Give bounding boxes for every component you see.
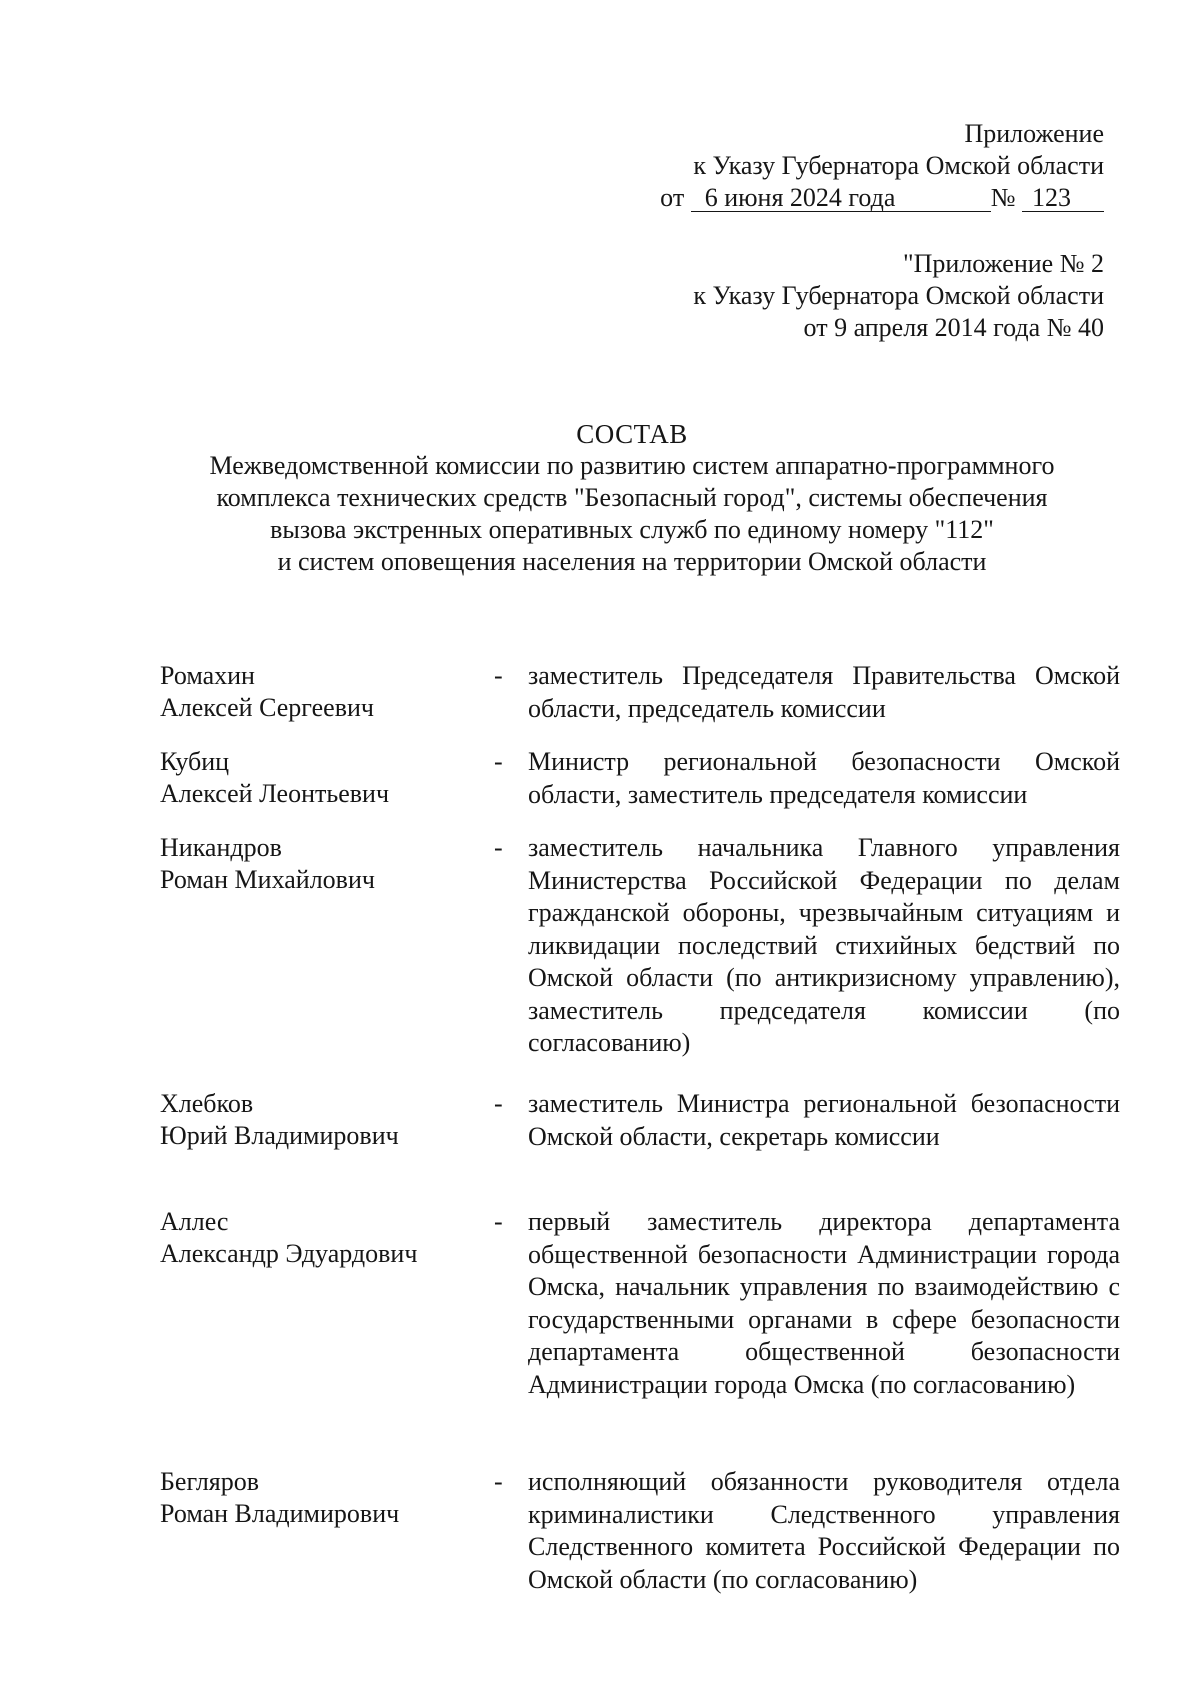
from-label: от xyxy=(660,183,685,212)
member-dash: - xyxy=(494,1207,503,1236)
member-role: Министр региональной безопасности Омской области, заместитель председателя комиссии xyxy=(528,747,1120,809)
member-surname: Кубиц xyxy=(160,747,230,776)
member-dash: - xyxy=(494,1089,503,1118)
member-role: первый заместитель директора департамента общественной безопасности Администрации города Омска, начальник управления по взаимодействию с государственными органами в сфере безопасности департамента общественной безопасности Администрации города Омска (по согласованию) xyxy=(528,1207,1120,1399)
member-name xyxy=(160,1466,490,1530)
appendix-title: Приложение xyxy=(964,119,1104,148)
member-role: исполняющий обязанности руководителя отдела криминалистики Следственного управления Следственного комитета Российской Федерации по Омской области (по согласованию) xyxy=(528,1467,1120,1594)
reference-header xyxy=(693,248,1104,344)
member-name xyxy=(160,1088,490,1152)
member-name xyxy=(160,1206,490,1270)
member-name xyxy=(160,746,490,810)
member-given-names: Роман Владимирович xyxy=(160,1499,400,1528)
member-given-names: Юрий Владимирович xyxy=(160,1121,399,1150)
subtitle-line: Межведомственной комиссии по развитию систем аппаратно-программного xyxy=(209,451,1055,480)
subtitle-line: комплекса технических средств "Безопасный город", системы обеспечения xyxy=(216,483,1048,512)
document-title-block xyxy=(0,418,1200,578)
member-dash: - xyxy=(494,833,503,862)
member-surname: Бегляров xyxy=(160,1467,260,1496)
member-dash: - xyxy=(494,1467,503,1496)
member-given-names: Алексей Сергеевич xyxy=(160,693,374,722)
member-dash: - xyxy=(494,661,503,690)
member-surname: Никандров xyxy=(160,833,282,862)
appendix-decree-line: к Указу Губернатора Омской области xyxy=(693,151,1104,180)
member-role: заместитель начальника Главного управления Министерства Российской Федерации по делам гражданской обороны, чрезвычайным ситуациям и ликвидации последствий стихийных бедствий по Омской области (по антикризисному управлению), заместитель председателя комиссии (по согласованию) xyxy=(528,833,1120,1057)
member-given-names: Алексей Леонтьевич xyxy=(160,779,390,808)
member-name xyxy=(160,660,490,724)
member-surname: Хлебков xyxy=(160,1089,254,1118)
member-surname: Ромахин xyxy=(160,661,255,690)
reference-title: "Приложение № 2 xyxy=(903,249,1104,278)
member-dash: - xyxy=(494,747,503,776)
document-title: СОСТАВ xyxy=(576,419,688,449)
reference-date-line: от 9 апреля 2014 года № 40 xyxy=(803,313,1104,342)
member-role: заместитель Председателя Правительства Омской области, председатель комиссии xyxy=(528,661,1120,723)
reference-decree-line: к Указу Губернатора Омской области xyxy=(693,281,1104,310)
member-given-names: Роман Михайлович xyxy=(160,865,375,894)
member-surname: Аллес xyxy=(160,1207,229,1236)
subtitle-line: и систем оповещения населения на территории Омской области xyxy=(277,547,987,576)
subtitle-line: вызова экстренных оперативных служб по единому номеру "112" xyxy=(270,515,994,544)
member-role: заместитель Министра региональной безопасности Омской области, секретарь комиссии xyxy=(528,1089,1120,1151)
appendix-date-line xyxy=(660,182,1104,214)
decree-date: 6 июня 2024 года xyxy=(691,185,991,212)
member-name xyxy=(160,832,490,896)
member-given-names: Александр Эдуардович xyxy=(160,1239,418,1268)
appendix-header xyxy=(660,118,1104,214)
number-label: № xyxy=(990,183,1016,212)
decree-number: 123 xyxy=(1022,185,1104,212)
